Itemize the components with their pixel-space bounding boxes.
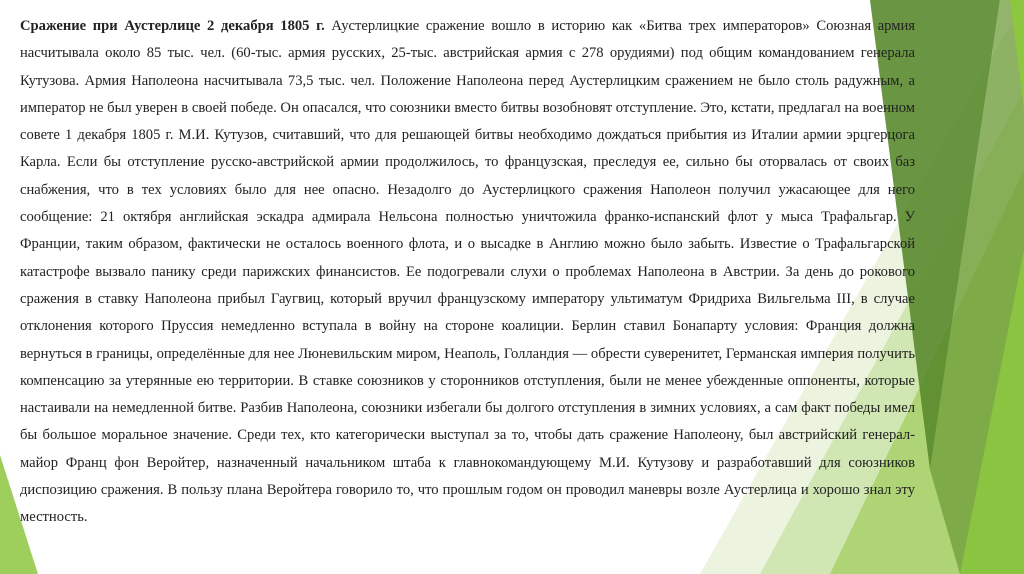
slide-body: Аустерлицкие сражение вошло в историю как «Битва трех императоров» Союзная армия насчитывала около 85 тыс. чел. (60-тыс. армия русских, 25-тыс. австрийская армия с 278 орудиями) под общим командованием генерала Кутузова. Армия Наполеона насчитывала 73,5 тыс. чел. Положение Наполеона перед Аустерлицким сражением не было столь радужным, а император не был уверен в своей победе. Он опасался, что союзники вместо битвы возобновят отступление. Это, кстати, предлагал на военном совете 1 декабря 1805 г. М.И. Кутузов, считавший, что для решающей битвы необходимо дождаться прибытия из Италии армии эрцгерцога Карла. Если бы отступление русско-австрийской армии продолжилось, то французская, преследуя ее, сильно бы оторвалась от своих баз снабжения, что в тех условиях было для нее опасно. Незадолго до Аустерлицкого сражения Наполеон получил ужасающее для него сообщение: 21 октября английская эскадра адмирала Нельсона полностью уничтожила франко-испанский флот у мыса Трафальгар. У Франции, таким образом, фактически не осталось военного флота, и о высадке в Англию можно было забыть. Известие о Трафальгарской катастрофе вызвало панику среди парижских финансистов. Ее подогревали слухи о проблемах Наполеона в Австрии. За день до рокового сражения в ставку Наполеона прибыл Гаугвиц, который вручил французскому императору ультиматум Фридриха Вильгельма III, в случае отклонения которого Пруссия немедленно вступала в войну на стороне коалиции. Берлин ставил Бонапарту условия: Франция должна вернуться в границы, определённые для нее Люневильским миром, Неаполь, Голландия — обрести суверенитет, Германская империя получить компенсацию за утерянные ею территории. В ставке союзников у сторонников отступления, были не менее убежденные оппоненты, которые настаивали на немедленной битве. Разбив Наполеона, союзники избегали бы долгого отступления в зимних условиях, а сам факт победы имел бы большое моральное значение. Среди тех, кто категорически выступал за то, чтобы дать сражение Наполеону, был австрийский генерал-майор Франц фон Веройтер, назначенный начальником штаба к главнокомандующему М.И. Кутузову и разработавший для союзников диспозицию сражения. В пользу плана Веройтера говорило то, что прошлым годом он проводил маневры возле Аустерлица и хорошо знал эту местность. bbox=[20, 18, 916, 526]
slide-body-text bbox=[20, 13, 915, 532]
slide-heading: Сражение при Аустерлице 2 декабря 1805 г. bbox=[20, 18, 332, 34]
